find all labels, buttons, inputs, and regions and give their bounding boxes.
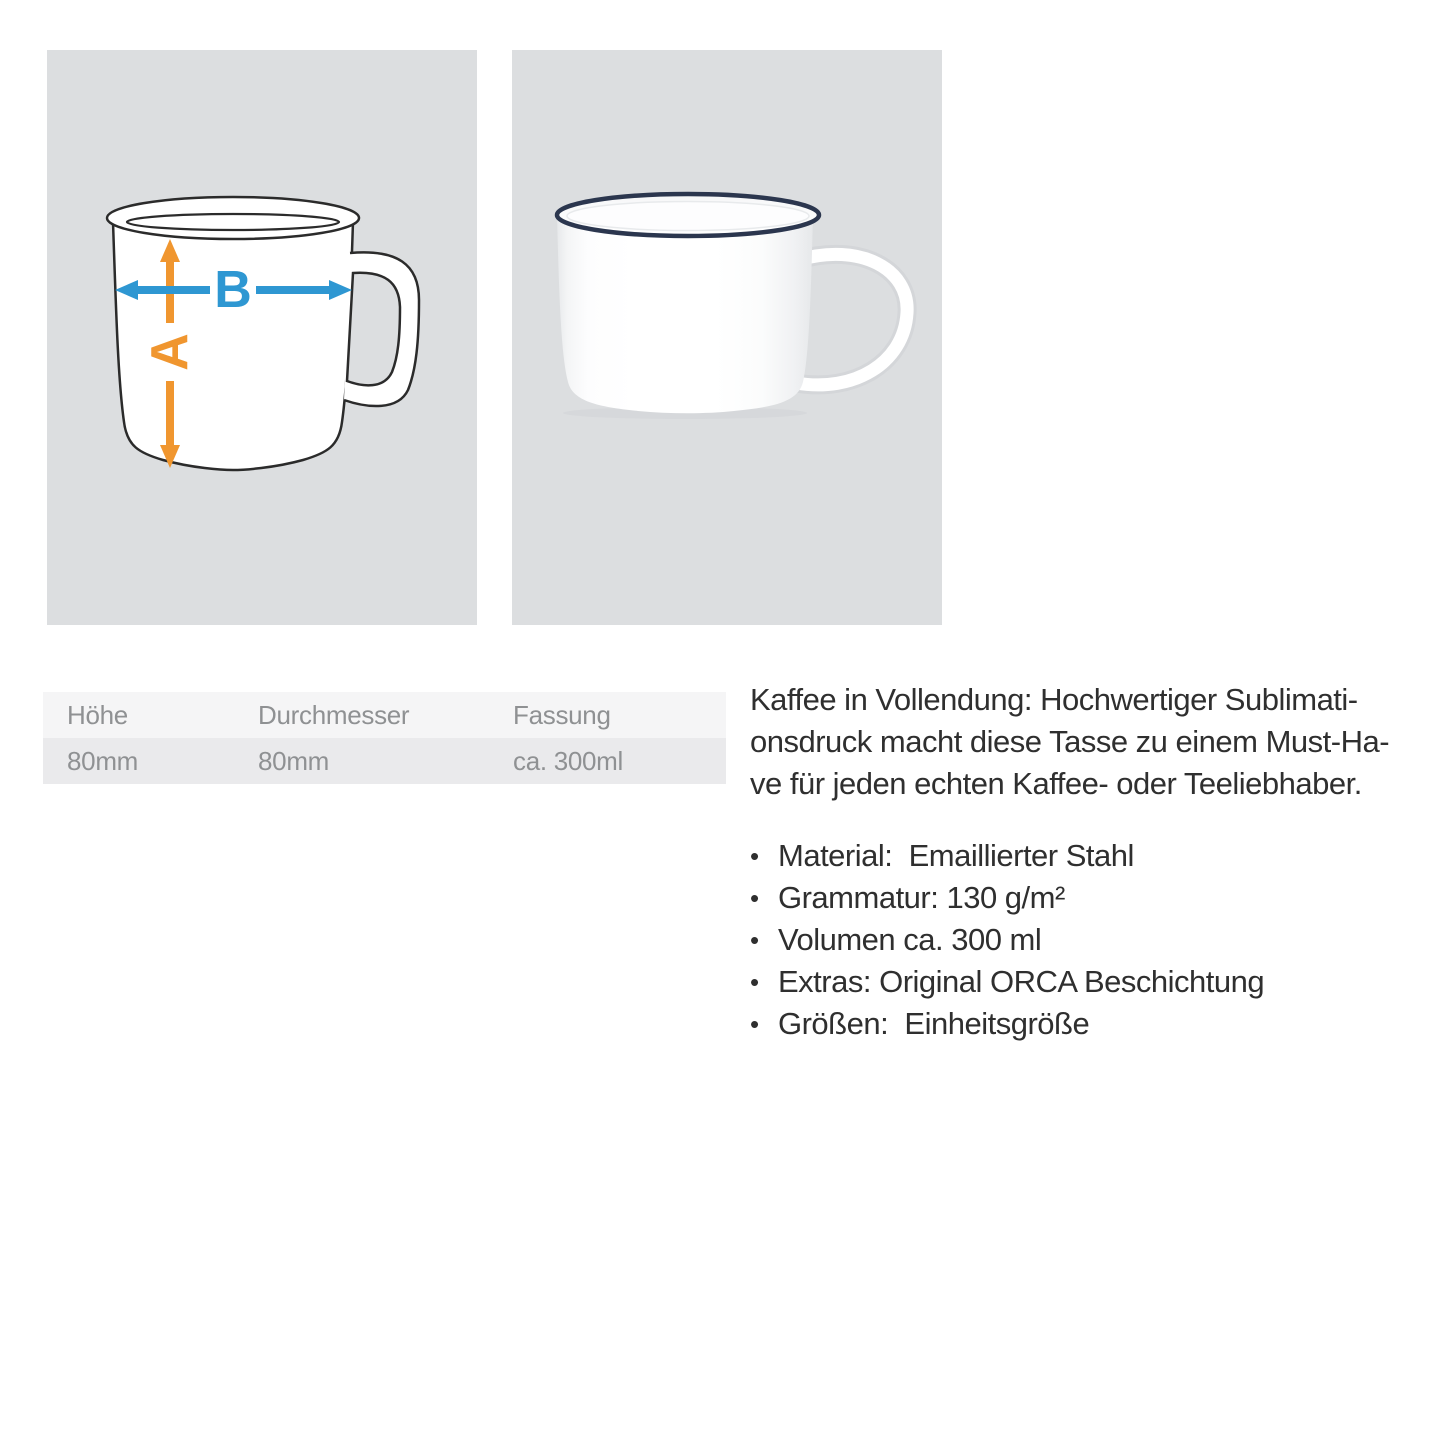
product-image-panel-photo xyxy=(512,50,942,625)
feature-item-volumen xyxy=(750,919,1440,961)
bullet-icon: • xyxy=(750,883,759,913)
spec-table-header-row xyxy=(43,692,726,738)
description-line-1: Kaffee in Vollendung: Hochwertiger Sublimati- xyxy=(750,682,1358,717)
dimension-label-a: A xyxy=(141,333,199,371)
bullet-icon: • xyxy=(750,967,759,997)
feature-item-groessen xyxy=(750,1003,1440,1045)
photo-mug-rim-inner xyxy=(567,202,809,231)
product-description xyxy=(750,679,1440,1045)
description-paragraph xyxy=(750,679,1440,805)
feature-item-grammatur xyxy=(750,877,1440,919)
spec-header-fassung: Fassung xyxy=(489,692,726,738)
spec-value-fassung: ca. 300ml xyxy=(489,738,726,784)
spec-header-hoehe: Höhe xyxy=(43,692,234,738)
photo-mug-body xyxy=(557,214,813,413)
spec-table-value-row xyxy=(43,738,726,784)
bullet-icon: • xyxy=(750,841,759,871)
spec-header-durchmesser: Durchmesser xyxy=(234,692,489,738)
enamel-mug-photo xyxy=(512,50,942,625)
feature-text: Größen: Einheitsgröße xyxy=(778,1006,1090,1041)
dimension-label-b: B xyxy=(214,261,252,319)
spec-value-durchmesser: 80mm xyxy=(234,738,489,784)
feature-text: Volumen ca. 300 ml xyxy=(778,922,1042,957)
feature-text: Grammatur: 130 g/m² xyxy=(778,880,1065,915)
feature-text: Extras: Original ORCA Beschichtung xyxy=(778,964,1265,999)
description-line-2: onsdruck macht diese Tasse zu einem Must-Ha- xyxy=(750,724,1390,759)
mug-dimension-diagram xyxy=(47,50,477,625)
description-line-3: ve für jeden echten Kaffee- oder Teeliebhaber. xyxy=(750,766,1362,801)
feature-item-material xyxy=(750,835,1440,877)
bullet-icon: • xyxy=(750,1009,759,1039)
product-image-panel-diagram xyxy=(47,50,477,625)
bullet-icon: • xyxy=(750,925,759,955)
mug-handle-hole xyxy=(347,273,400,386)
spec-value-hoehe: 80mm xyxy=(43,738,234,784)
feature-text: Material: Emaillierter Stahl xyxy=(778,838,1134,873)
feature-list xyxy=(750,835,1440,1045)
feature-item-extras xyxy=(750,961,1440,1003)
spec-table xyxy=(43,692,726,784)
